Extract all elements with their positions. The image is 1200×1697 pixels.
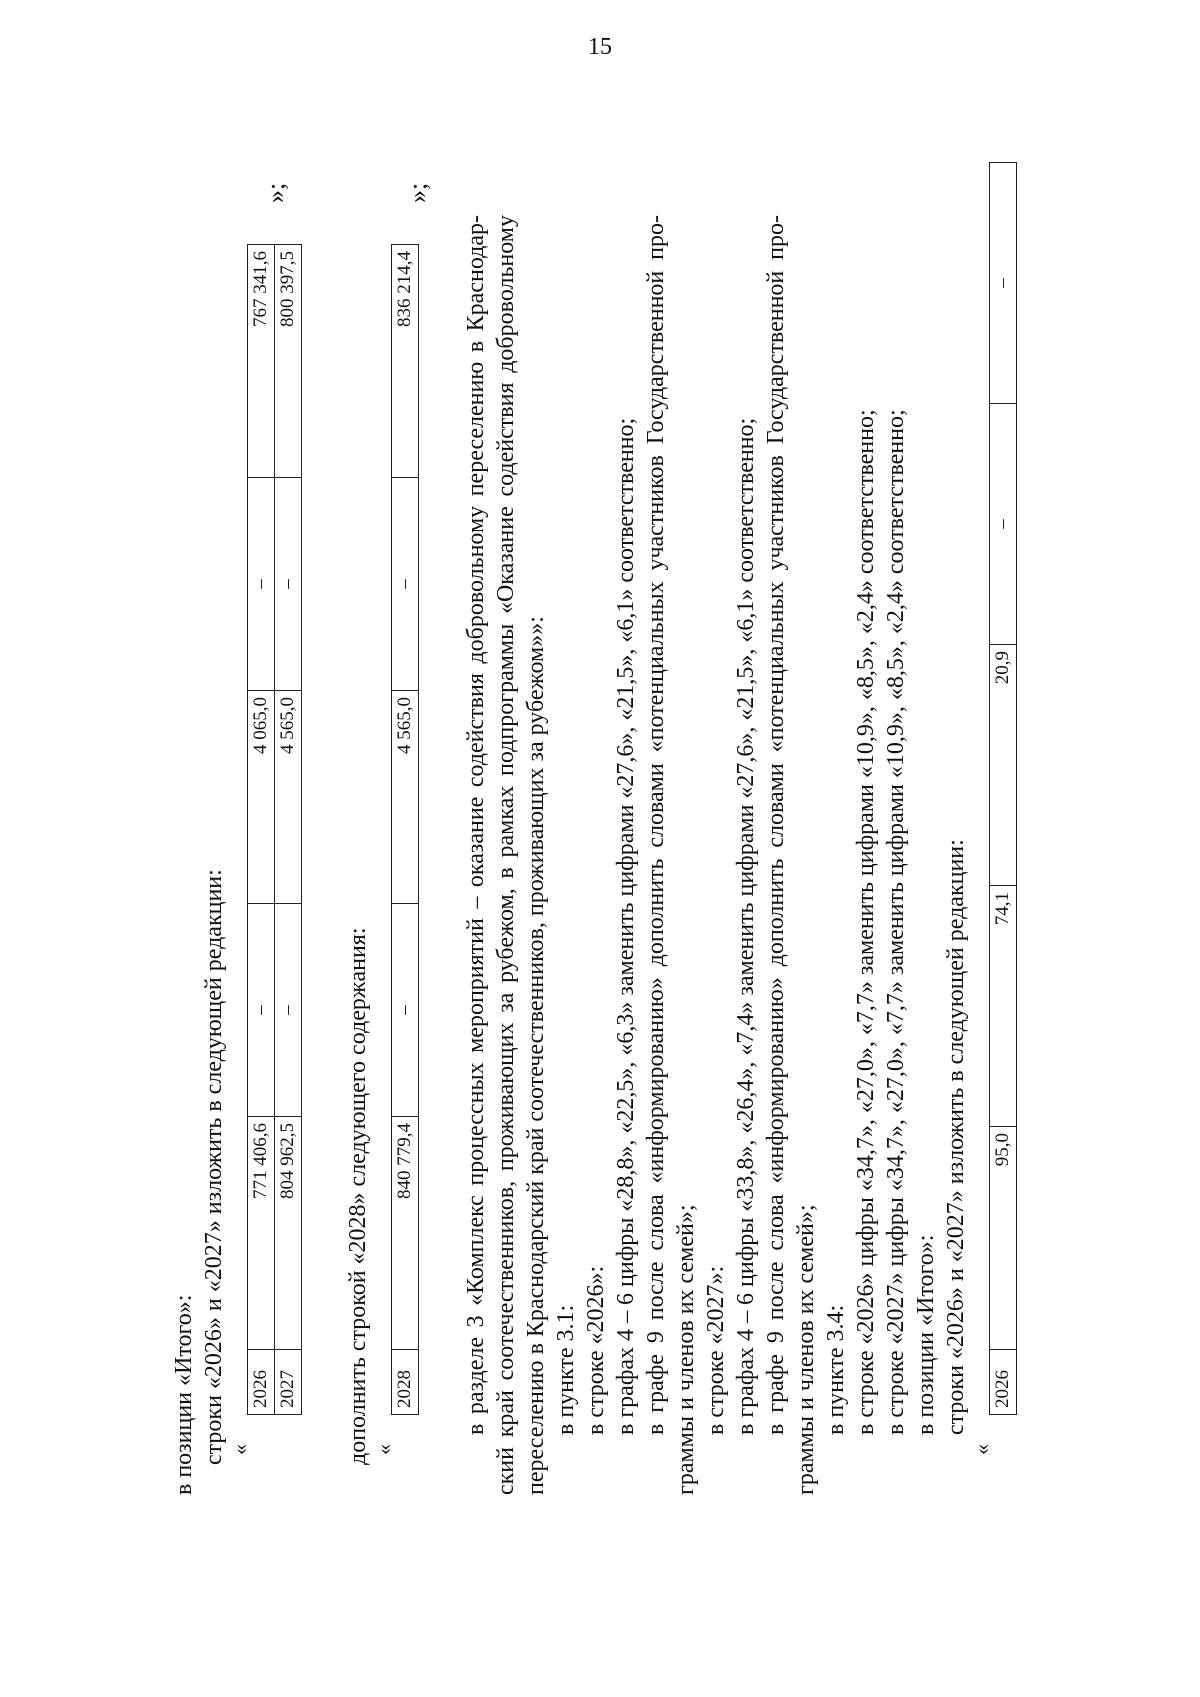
table-totals-2026-2027 (247, 244, 302, 1415)
paragraph-line: переселению в Краснодарский край соотечественников, проживающих за рубежом»»: (523, 616, 549, 1495)
paragraph-line: в графе 9 после слова «информированию» дополнить словами «потенциальных участников Государственной про- (643, 215, 669, 1435)
paragraph-line: в графах 4 – 6 цифры «33,8», «26,4», «7,4» заменить цифрами «27,6», «21,5», «6,1» соответственно; (733, 417, 759, 1435)
table-row (990, 163, 1017, 1415)
cell-local: – (275, 478, 302, 691)
paragraph-line: в пункте 3.1: (553, 1304, 579, 1435)
cell-regional: 4 565,0 (275, 691, 302, 904)
page-number: 15 (588, 34, 612, 60)
cell-regional: 4 065,0 (248, 691, 275, 904)
table-item-3-4-totals (989, 162, 1017, 1415)
cell-federal: – (392, 904, 419, 1117)
paragraph-line: в пункте 3.4: (823, 1304, 849, 1435)
paragraph-line: в строке «2027»: (703, 1265, 729, 1435)
cell-other: 836 214,4 (392, 245, 419, 478)
cell-local: – (392, 478, 419, 691)
paragraph-line: строки «2026» и «2027» изложить в следующей редакции: (943, 839, 969, 1435)
opening-quote: « (227, 1444, 252, 1455)
table-row (275, 245, 302, 1415)
table-row (248, 245, 275, 1415)
cell-total: 771 406,6 (248, 1117, 275, 1350)
paragraph-line: в графе 9 после слова «информированию» дополнить словами «потенциальных участников Государственной про- (763, 215, 789, 1435)
cell-federal: – (275, 904, 302, 1117)
paragraph-line: граммы и членов их семей»; (793, 1204, 819, 1495)
rotated-document-body (165, 145, 1105, 1665)
closing-quote: »; (403, 182, 432, 203)
cell-year: 2026 (248, 1350, 275, 1415)
cell-federal: – (248, 904, 275, 1117)
cell-total: 804 962,5 (275, 1117, 302, 1350)
opening-quote: « (969, 1444, 994, 1455)
cell-other: 767 341,6 (248, 245, 275, 478)
paragraph-line: в строке «2027» цифры «34,7», «27,0», «7,7» заменить цифрами «10,9», «8,5», «2,4» соответственно; (883, 409, 909, 1435)
paragraph-line: ский край соотечественников, проживающих за рубежом, в рамках подпрограммы «Оказание содействия добровольному (493, 215, 519, 1495)
table-row (392, 245, 419, 1415)
cell-total: 95,0 (990, 1127, 1017, 1350)
cell-federal: 74,1 (990, 886, 1017, 1127)
text-line: в позиции «Итого»: (171, 1294, 197, 1495)
paragraph-line: в позиции «Итого»: (913, 1234, 939, 1435)
cell-other: – (990, 163, 1017, 404)
cell-local: – (248, 478, 275, 691)
cell-regional: 20,9 (990, 645, 1017, 886)
paragraph-line: в строке «2026»: (583, 1265, 609, 1435)
cell-year: 2026 (990, 1350, 1017, 1415)
paragraph-line: в строке «2026» цифры «34,7», «27,0», «7,7» заменить цифрами «10,9», «8,5», «2,4» соответственно; (853, 409, 879, 1435)
paragraph-line: в графах 4 – 6 цифры «28,8», «22,5», «6,3» заменить цифрами «27,6», «21,5», «6,1» соответственно; (613, 417, 639, 1435)
text-line: строки «2026» и «2027» изложить в следующей редакции: (201, 869, 227, 1465)
cell-total: 840 779,4 (392, 1117, 419, 1350)
cell-other: 800 397,5 (275, 245, 302, 478)
text-line: дополнить строкой «2028» следующего содержания: (345, 927, 371, 1465)
cell-local: – (990, 404, 1017, 645)
cell-year: 2028 (392, 1350, 419, 1415)
cell-year: 2027 (275, 1350, 302, 1415)
table-row-2028 (391, 244, 419, 1415)
paragraph-line: граммы и членов их семей»; (673, 1204, 699, 1495)
opening-quote: « (371, 1444, 396, 1455)
cell-regional: 4 565,0 (392, 691, 419, 904)
paragraph-line: в разделе 3 «Комплекс процессных мероприятий – оказание содействия добровольному переселению в Краснодар- (463, 215, 489, 1435)
closing-quote: »; (261, 182, 290, 203)
